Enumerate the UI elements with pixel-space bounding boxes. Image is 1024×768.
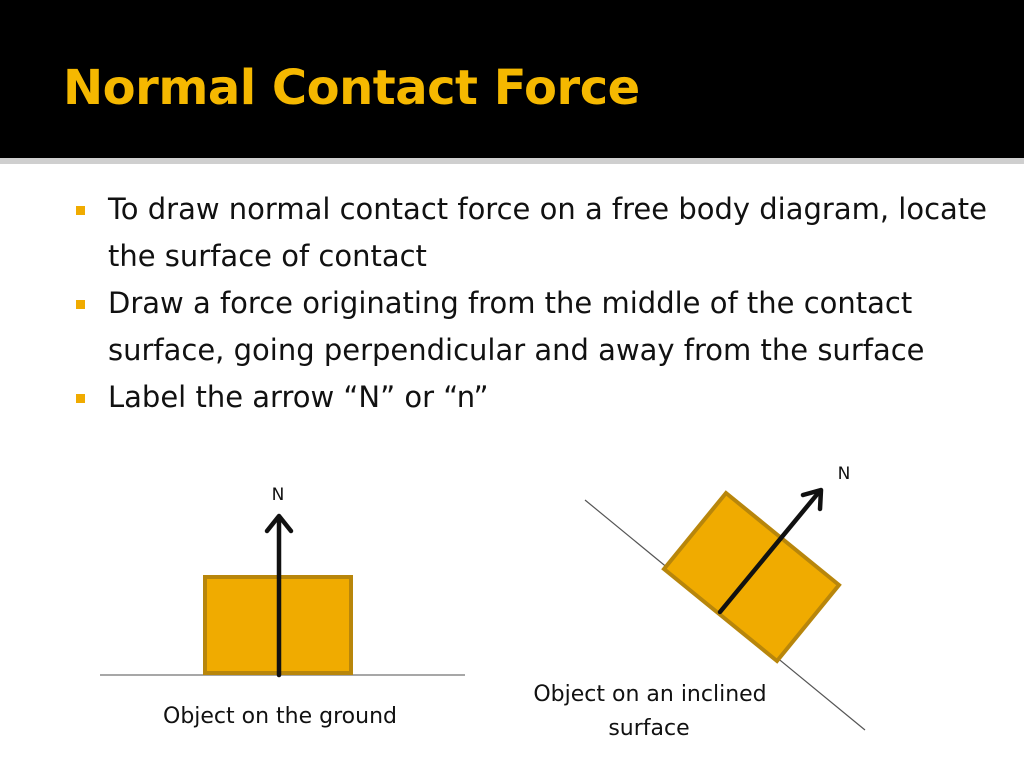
incline-caption-line: Object on an inclined bbox=[533, 682, 767, 707]
incline-force-label: N bbox=[837, 464, 851, 484]
bullet-text: Label the arrow “N” or “n” bbox=[108, 380, 489, 414]
incline-diagram bbox=[533, 464, 865, 741]
ground-force-label: N bbox=[271, 485, 285, 505]
bullet-text: Draw a force originating from the middle of the contact surface, going perpendicular and away from the surface bbox=[108, 286, 925, 367]
ground-caption: Object on the ground bbox=[163, 704, 397, 729]
bullet-text: To draw normal contact force on a free body diagram, locate the surface of contact bbox=[108, 192, 988, 273]
incline-caption-line: surface bbox=[608, 716, 690, 741]
ground-diagram bbox=[100, 485, 465, 729]
slide-title: Normal Contact Force bbox=[63, 60, 640, 116]
